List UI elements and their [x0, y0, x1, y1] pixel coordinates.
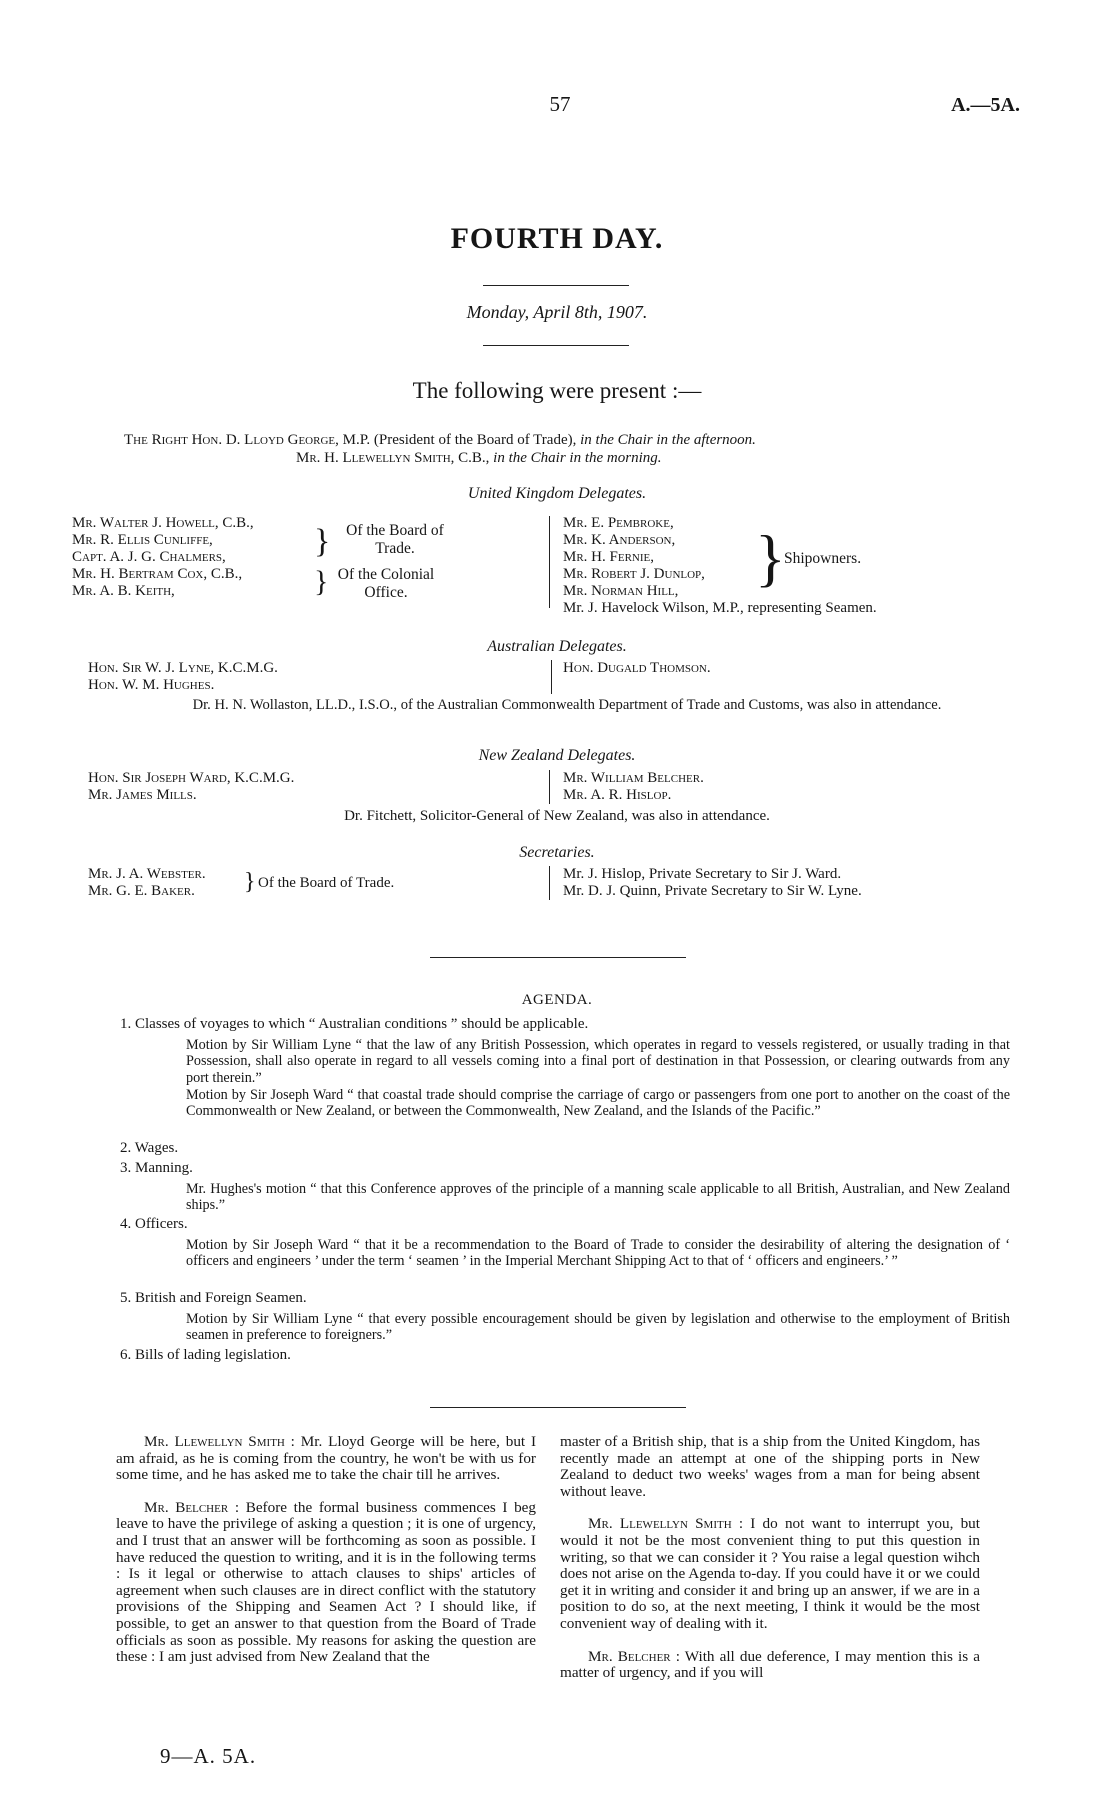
agenda-heading: AGENDA. — [521, 992, 593, 1008]
agenda-item-3: 3. Manning. — [120, 1160, 193, 1176]
page-number: 57 — [549, 92, 571, 116]
uk-delegate: Mr. A. B. Keith, — [72, 583, 175, 599]
chair-line-2 — [296, 450, 662, 467]
uk-delegate-right: Mr. Robert J. Dunlop, — [563, 566, 705, 582]
uk-delegate-right: Mr. H. Fernie, — [563, 549, 654, 565]
nz-delegate-right: Mr. William Belcher. — [563, 770, 704, 786]
nz-delegate: Hon. Sir Joseph Ward, K.C.M.G. — [88, 770, 295, 786]
board-of-trade-brace: } — [314, 523, 331, 560]
secretary: Mr. J. A. Webster. — [88, 866, 206, 882]
secretary: Mr. G. E. Baker. — [88, 883, 195, 899]
nz-delegate: Mr. James Mills. — [88, 787, 197, 803]
secretary-right: Mr. J. Hislop, Private Secretary to Sir J. Ward. — [563, 866, 842, 882]
australia-attendance-note: Dr. H. N. Wollaston, LL.D., I.S.O., of the Australian Commonwealth Department of Trade and Customs, was also in attendance. — [192, 697, 942, 713]
agenda-motion: Motion by Sir Joseph Ward “ that coastal trade should comprise the carriage of cargo or passengers from one port to another on the coast of the Commonwealth or New Zealand, or between the Commonwealth, New Zealand, and the Islands of the Pacific.” — [186, 1087, 1010, 1120]
chair-morning-note: in the Chair in the morning. — [493, 450, 662, 466]
speaker-name: Mr. Llewellyn Smith : — [144, 1433, 295, 1450]
agenda-item-2: 2. Wages. — [120, 1140, 179, 1156]
speech-text: Before the formal business commences I beg leave to have the privilege of asking a question ; it is one of urgency, and I trust that an answer will be forthcoming as soon as possible. I have reduced the question to writing, and it is in the following terms : Is it legal or otherwise to attach clauses to ships' articles of agreement when such clauses are in direct conflict with the statutory provisions of the Shipping and Seamen Act ? I should like, if possible, to get an answer to that question from the Board of Trade officials as soon as possible. My reasons for asking the question are these : I am just advised from New Zealand that the — [116, 1498, 537, 1666]
document-reference: A.—5A. — [951, 94, 1020, 116]
nz-divider — [549, 770, 550, 804]
nz-attendance-note: Dr. Fitchett, Solicitor-General of New Zealand, was also in attendance. — [344, 808, 770, 824]
chair-name-george: The Right Hon. D. Lloyd George, M.P. — [124, 432, 371, 448]
uk-delegate: Mr. Walter J. Howell, C.B., — [72, 515, 254, 531]
agenda-motion: Motion by Sir William Lyne “ that every possible encouragement should be given by legislation and otherwise to the employment of British seamen in preference to foreigners.” — [186, 1311, 1010, 1344]
agenda-motion: Mr. Hughes's motion “ that this Conference approves of the principle of a manning scale applicable to all British, Australian, and New Zealand ships.” — [186, 1181, 1010, 1214]
transcript-paragraph — [560, 1649, 980, 1682]
agenda-motion: Motion by Sir William Lyne “ that the law of any British Possession, which operates in regard to vessels registered, or usually trading in that Possession, shall also operate in regard to all vessels coming into a final port of destination in that Possession, or clearing outwards from any port therein.” — [186, 1037, 1010, 1086]
speech-text: Mr. Lloyd George will be here, but I am afraid, as he is coming from the country, he won't be with us for some time, and he has asked me to take the chair till he arrives. — [116, 1433, 537, 1484]
uk-delegate: Mr. H. Bertram Cox, C.B., — [72, 566, 243, 582]
chair-role: (President of the Board of Trade), — [373, 432, 577, 448]
shipowners-brace: } — [755, 522, 786, 593]
transcript-paragraph — [116, 1500, 536, 1666]
shipowners-label: Shipowners. — [784, 550, 862, 567]
uk-delegate-right: Mr. K. Anderson, — [563, 532, 676, 548]
nz-delegates-heading: New Zealand Delegates. — [478, 747, 636, 764]
uk-divider — [549, 516, 550, 608]
speech-text: I do not want to interrupt you, but would it not be the most convenient thing to put this question in writing, so that we can consider it ? You raise a legal question wihch does not arise on the Agenda to-day. If you could have it or we could get it in writing and consider it and bring up an answer, if we are in a position to do so, at the next meeting, I think it would be the most convenient way of dealing with it. — [560, 1515, 980, 1632]
transcript-left-column — [116, 1434, 536, 1682]
australian-delegate: Hon. Sir W. J. Lyne, K.C.M.G. — [88, 660, 278, 676]
meeting-date: Monday, April 8th, 1907. — [466, 302, 648, 322]
secretaries-heading: Secretaries. — [519, 844, 595, 861]
australian-delegate: Hon. W. M. Hughes. — [88, 677, 215, 693]
secretary-right: Mr. D. J. Quinn, Private Secretary to Sir W. Lyne. — [563, 883, 862, 899]
agenda-item-4: 4. Officers. — [120, 1216, 188, 1232]
chair-line-1 — [124, 432, 756, 449]
colonial-office-brace: } — [314, 565, 329, 598]
present-heading: The following were present :— — [412, 378, 702, 403]
agenda-item-5: 5. British and Foreign Seamen. — [120, 1290, 307, 1306]
secretaries-divider — [549, 866, 550, 900]
uk-delegate-right: Mr. Norman Hill, — [563, 583, 679, 599]
date-rule — [483, 345, 629, 346]
agenda-item-6: 6. Bills of lading legislation. — [120, 1347, 291, 1363]
chair-afternoon-note: in the Chair in the afternoon. — [580, 432, 756, 448]
transcript-paragraph — [116, 1434, 536, 1484]
australian-delegate-right: Hon. Dugald Thomson. — [563, 660, 711, 676]
uk-delegate-right: Mr. E. Pembroke, — [563, 515, 674, 531]
transcript-continuation: master of a British ship, that is a ship from the United Kingdom, has recently made an attempt at one of the shipping ports in New Zealand to deduct two weeks' wages from a man for being absent without leave. — [560, 1433, 980, 1500]
chair-name-smith: Mr. H. Llewellyn Smith, C.B., — [296, 450, 490, 466]
uk-delegate-right: Mr. J. Havelock Wilson, M.P., representing Seamen. — [563, 600, 877, 616]
transcript-paragraph — [560, 1516, 980, 1632]
page-title: FOURTH DAY. — [450, 222, 664, 255]
transcript-right-column — [560, 1434, 980, 1698]
sheet-signature: 9—A. 5A. — [160, 1744, 257, 1768]
agenda-motion: Motion by Sir Joseph Ward “ that it be a recommendation to the Board of Trade to consider the desirability of altering the designation of ‘ officers and engineers ’ under the term ‘ seamen ’ in the Imperial Merchant Shipping Act to that of ‘ officers and engineers.’ ” — [186, 1237, 1010, 1270]
uk-delegate: Mr. R. Ellis Cunliffe, — [72, 532, 213, 548]
board-of-trade-label: Of the Board of Trade. — [346, 522, 444, 557]
speaker-name: Mr. Belcher : — [588, 1647, 680, 1665]
agenda-end-rule — [430, 1407, 686, 1408]
secretaries-board-label: Of the Board of Trade. — [258, 875, 395, 891]
section-rule — [430, 957, 686, 958]
agenda-item-1: 1. Classes of voyages to which “ Australian conditions ” should be applicable. — [120, 1016, 589, 1032]
australian-delegates-heading: Australian Delegates. — [487, 638, 627, 655]
speaker-name: Mr. Llewellyn Smith : — [588, 1515, 744, 1533]
speech-text: With all due deference, I may mention this is a matter of urgency, and if you will — [560, 1647, 980, 1682]
title-rule — [483, 285, 629, 286]
australia-divider — [551, 660, 552, 694]
colonial-office-label: Of the Colonial Office. — [337, 566, 435, 601]
uk-delegate: Capt. A. J. G. Chalmers, — [72, 549, 226, 565]
nz-delegate-right: Mr. A. R. Hislop. — [563, 787, 672, 803]
secretaries-brace: } — [244, 869, 256, 895]
uk-delegates-heading: United Kingdom Delegates. — [467, 485, 647, 502]
speaker-name: Mr. Belcher : — [144, 1498, 240, 1516]
